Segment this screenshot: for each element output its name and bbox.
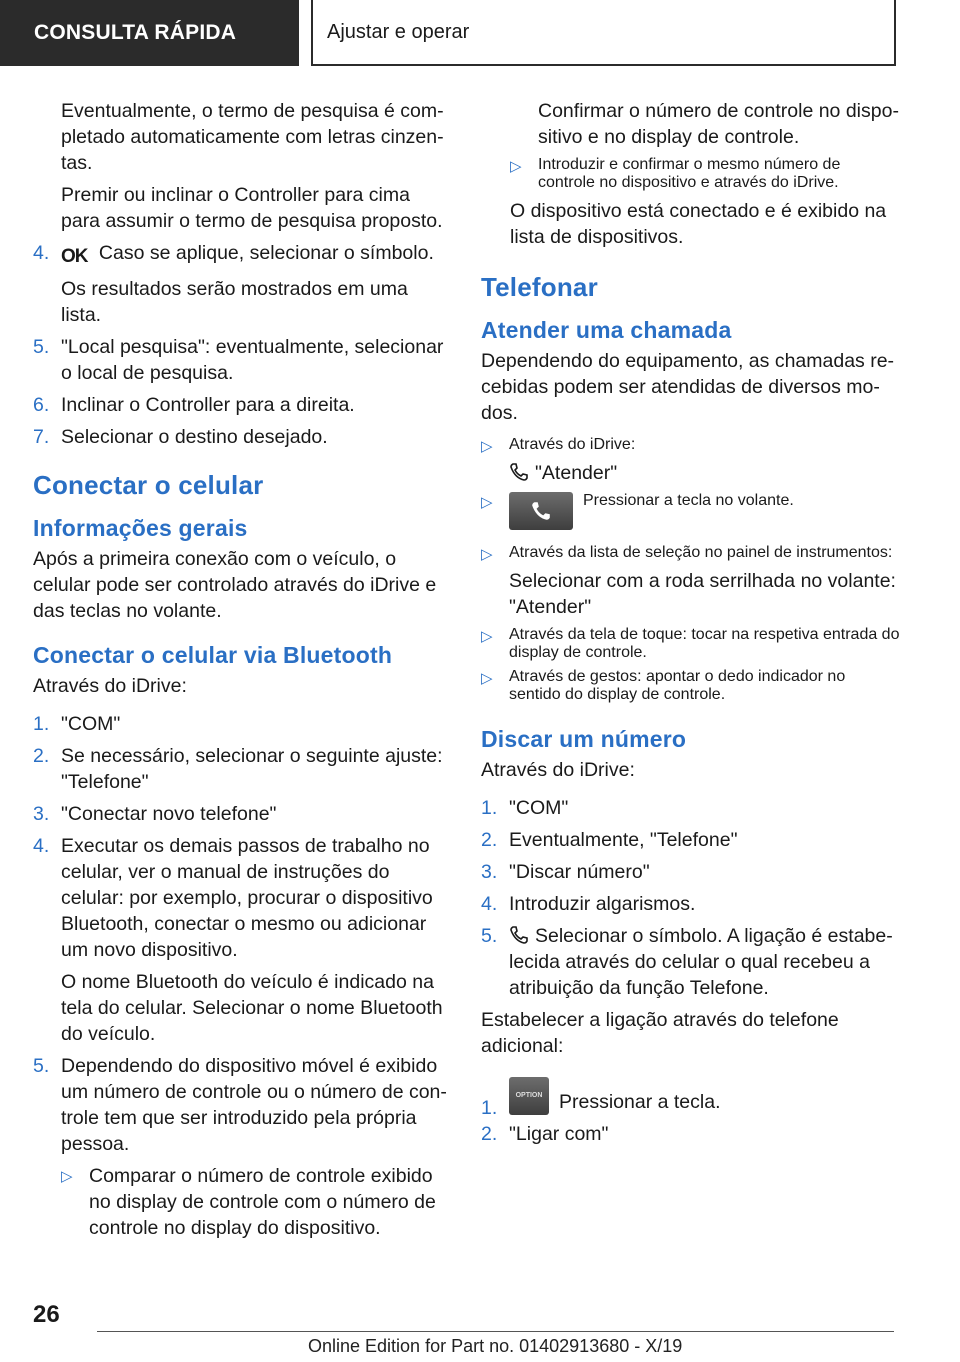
paragraph: O dispositivo está conectado e é exibido na lista de dispositivos. (510, 200, 887, 248)
step-text: "COM" (509, 797, 569, 819)
section-tab (0, 0, 299, 66)
step-text: Introduzir algarismos. (509, 893, 696, 915)
step-number: 5. (33, 336, 50, 358)
step-number: 4. (481, 893, 498, 915)
step-number: 7. (33, 426, 50, 448)
list-item (481, 923, 901, 1001)
list-item (481, 891, 901, 917)
step-text: Executar os demais passos de trabalho no celular, ver o manual de instruções do celular: por exemplo, procurar o dispositivo Bluetooth, conectar o mesmo ou adicionar um novo dispositivo. (61, 835, 433, 961)
list-item (481, 859, 901, 885)
step-text: "Local pesquisa": eventualmente, selecionar o local de pesquisa. (61, 336, 444, 384)
list-item (33, 334, 451, 386)
list-item (33, 424, 451, 450)
bullet-item (481, 544, 901, 620)
list-item (33, 1053, 451, 1241)
subsection-heading: Discar um número (481, 726, 687, 752)
step-text: Dependendo do dispositivo móvel é exibido um número de controle ou o número de controle tem que ser introduzido pela própria pessoa. (61, 1055, 447, 1155)
step-text: Caso se aplique, selecionar o símbolo. (98, 242, 434, 264)
step-number: 3. (33, 803, 50, 825)
step-text: Selecionar o símbolo. A ligação é estabelecida através do celular o qual recebeu a atribuição da função Telefone. (509, 925, 893, 999)
phone-icon (509, 462, 529, 482)
phone-key-icon (530, 500, 552, 522)
list-item (481, 1077, 901, 1119)
list-item (33, 711, 451, 737)
step-number: 1. (481, 797, 498, 819)
triangle-bullet-icon: ▷ (510, 158, 522, 175)
list-item (481, 795, 901, 821)
step-number: 6. (33, 394, 50, 416)
bullet-text: Através da lista de seleção no painel de instrumentos: (509, 544, 893, 561)
step-text: "Discar número" (509, 861, 650, 883)
triangle-bullet-icon: ▷ (481, 670, 493, 687)
steering-phone-key (509, 492, 573, 530)
bullet-subtext: "Atender" (535, 462, 618, 484)
step-number: 2. (33, 745, 50, 767)
bullet-item (481, 668, 901, 704)
page-number: 26 (33, 1301, 60, 1328)
paragraph: Através do iDrive: (33, 675, 187, 697)
step-number: 5. (33, 1055, 50, 1077)
step-text: Selecionar o destino desejado. (61, 426, 328, 448)
paragraph: Dependendo do equipamento, as chamadas recebidas podem ser atendidas de diversos modos. (481, 350, 895, 424)
paragraph: Após a primeira conexão com o veículo, o celular pode ser controlado através do iDrive e das teclas no volante. (33, 548, 437, 622)
list-item (481, 827, 901, 853)
step-number: 2. (481, 1123, 498, 1145)
topic-title: Ajustar e operar (327, 20, 470, 43)
bullet-subtext: Selecionar com a roda serrilhada no volante: "Atender" (509, 570, 896, 618)
bullet-text: Comparar o número de controle exibido no display de controle com o número de controle no display do dispositivo. (89, 1165, 436, 1239)
bullet-item (61, 1163, 451, 1241)
option-key (509, 1077, 549, 1115)
ok-icon: OK (61, 246, 88, 267)
bullet-text: Através de gestos: apontar o dedo indicador no sentido do display de controle. (509, 668, 846, 703)
footer-divider (97, 1331, 894, 1332)
list-item (481, 1121, 901, 1147)
step-number: 5. (481, 925, 498, 947)
triangle-bullet-icon: ▷ (481, 494, 493, 511)
bullet-item (481, 626, 901, 662)
triangle-bullet-icon: ▷ (481, 438, 493, 455)
step-number: 4. (33, 242, 50, 264)
step-number: 4. (33, 835, 50, 857)
topic-tab (311, 0, 896, 66)
step-text: Se necessário, selecionar o seguinte ajuste: "Telefone" (61, 745, 443, 793)
subsection-heading: Informações gerais (33, 515, 248, 541)
list-item (33, 240, 451, 328)
triangle-bullet-icon: ▷ (481, 546, 493, 563)
step-text: Eventualmente, "Telefone" (509, 829, 738, 851)
paragraph: Premir ou inclinar o Controller para cima para assumir o termo de pesquisa proposto. (61, 184, 443, 232)
bullet-item (481, 436, 901, 486)
step-number: 3. (481, 861, 498, 883)
step-number: 2. (481, 829, 498, 851)
section-heading: Conectar o celular (33, 470, 264, 500)
bullet-text: Introduzir e confirmar o mesmo número de controle no dispositivo e através do iDrive. (538, 156, 841, 191)
paragraph: Confirmar o número de controle no dispositivo e no display de controle. (538, 100, 899, 148)
edition-text: Online Edition for Part no. 01402913680 - X/19 (308, 1336, 683, 1356)
step-text: Pressionar a tecla. (559, 1091, 721, 1113)
step-text: "Ligar com" (509, 1123, 609, 1145)
step-note: Os resultados serão mostrados em uma lista. (61, 278, 408, 326)
section-heading: Telefonar (481, 272, 598, 302)
subsection-heading: Atender uma chamada (481, 317, 732, 343)
paragraph: Através do iDrive: (481, 759, 635, 781)
step-number: 1. (33, 713, 50, 735)
left-column (33, 98, 451, 1247)
option-key-label: OPTION (515, 1092, 543, 1099)
right-column (481, 98, 901, 1153)
step-note: O nome Bluetooth do veículo é indicado na tela do celular. Selecionar o nome Bluetooth do veículo. (61, 971, 443, 1045)
bullet-item (481, 492, 901, 530)
paragraph: Estabelecer a ligação através do telefone adicional: (481, 1009, 839, 1057)
section-title: CONSULTA RÁPIDA (34, 21, 237, 44)
step-text: "Conectar novo telefone" (61, 803, 277, 825)
step-number: 1. (481, 1097, 498, 1119)
subsection-heading: Conectar o celular via Bluetooth (33, 642, 393, 668)
list-item (33, 833, 451, 1047)
list-item (33, 392, 451, 418)
bullet-item (510, 156, 901, 192)
bullet-text: Através do iDrive: (509, 436, 636, 453)
paragraph: Eventualmente, o termo de pesquisa é completado automaticamente com letras cinzentas. (61, 100, 444, 174)
bullet-text: Através da tela de toque: tocar na respetiva entrada do display de controle. (509, 626, 900, 661)
list-item (33, 743, 451, 795)
triangle-bullet-icon: ▷ (61, 1168, 73, 1185)
list-item (33, 801, 451, 827)
bullet-text: Pressionar a tecla no volante. (583, 492, 794, 509)
phone-icon (509, 925, 529, 945)
step-text: "COM" (61, 713, 121, 735)
triangle-bullet-icon: ▷ (481, 628, 493, 645)
step-text: Inclinar o Controller para a direita. (61, 394, 355, 416)
